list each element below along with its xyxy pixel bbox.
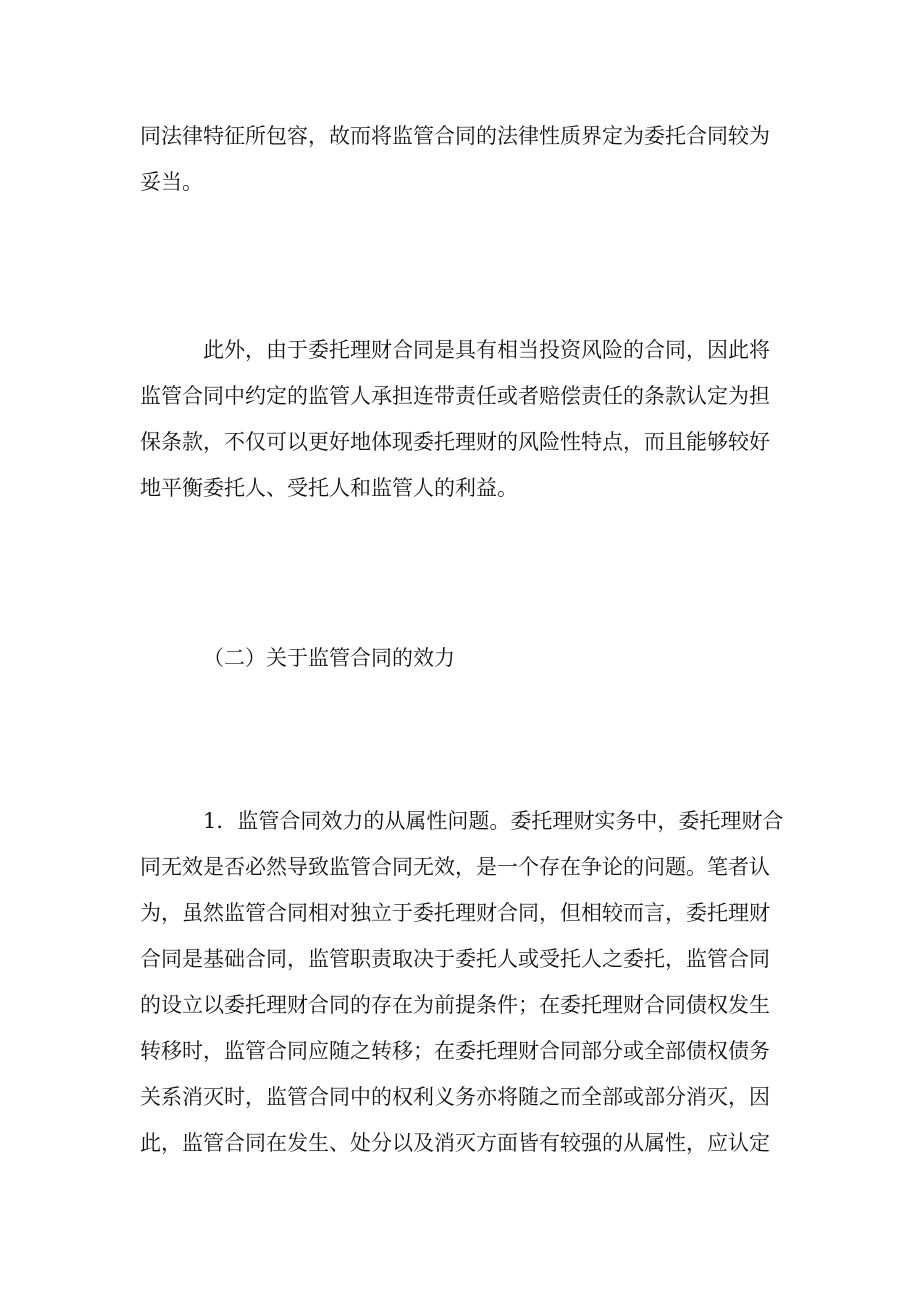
paragraph-2-line-2 <box>0 381 920 411</box>
text-line: 此，监管合同在发生、处分以及消灭方面皆有较强的从属性，应认定 <box>140 1131 770 1155</box>
paragraph-3-line-2 <box>0 852 920 882</box>
text-line: 合同是基础合同，监管职责取决于委托人或受托人之委托，监管合同 <box>140 947 770 971</box>
paragraph-1-line-1 <box>0 121 920 151</box>
text-line: 同无效是否必然导致监管合同无效，是一个存在争论的问题。笔者认 <box>140 855 770 879</box>
paragraph-3-line-6 <box>0 1036 920 1066</box>
section-heading-text: （二）关于监管合同的效力 <box>203 646 455 670</box>
paragraph-2-line-4 <box>0 473 920 503</box>
section-heading <box>0 643 920 673</box>
text-line: 1．监管合同效力的从属性问题。委托理财实务中，委托理财合 <box>203 809 784 833</box>
text-line: 保条款，不仅可以更好地体现委托理财的风险性特点，而且能够较好 <box>140 430 770 454</box>
text-line: 监管合同中约定的监管人承担连带责任或者赔偿责任的条款认定为担 <box>140 384 770 408</box>
paragraph-2-line-1 <box>0 335 920 365</box>
paragraph-3-line-8 <box>0 1128 920 1158</box>
text-line: 妥当。 <box>140 170 203 194</box>
text-line: 的设立以委托理财合同的存在为前提条件；在委托理财合同债权发生 <box>140 993 770 1017</box>
paragraph-3-line-7 <box>0 1082 920 1112</box>
paragraph-2-line-3 <box>0 427 920 457</box>
text-line: 为，虽然监管合同相对独立于委托理财合同，但相较而言，委托理财 <box>140 901 770 925</box>
text-line: 此外，由于委托理财合同是具有相当投资风险的合同，因此将 <box>203 338 770 362</box>
paragraph-3-line-4 <box>0 944 920 974</box>
text-line: 地平衡委托人、受托人和监管人的利益。 <box>140 476 518 500</box>
text-line: 关系消灭时，监管合同中的权利义务亦将随之而全部或部分消灭，因 <box>140 1085 770 1109</box>
paragraph-3-line-1 <box>0 806 920 836</box>
text-line: 转移时，监管合同应随之转移；在委托理财合同部分或全部债权债务 <box>140 1039 770 1063</box>
paragraph-3-line-3 <box>0 898 920 928</box>
text-line: 同法律特征所包容，故而将监管合同的法律性质界定为委托合同较为 <box>140 124 770 148</box>
paragraph-3-line-5 <box>0 990 920 1020</box>
paragraph-1-line-2 <box>0 167 920 197</box>
